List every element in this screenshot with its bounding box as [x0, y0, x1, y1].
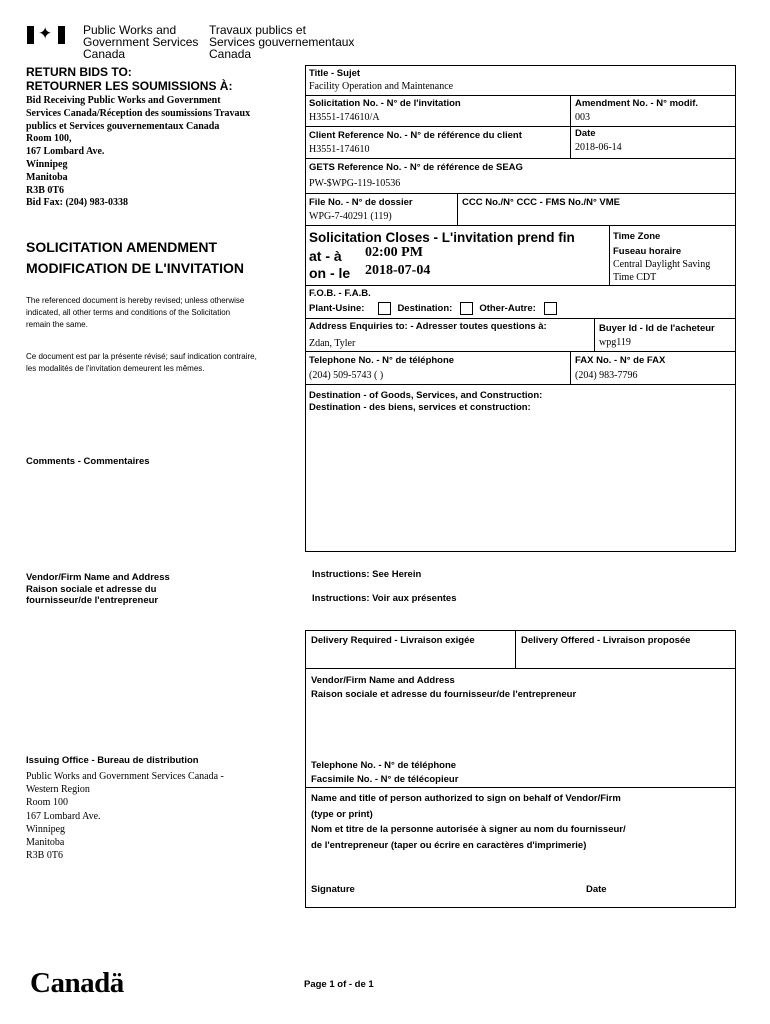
authorized-person-label: Name and title of person authorized to sign on behalf of Vendor/Firm (type or print) Nom et titre de la personne autorisée à signer au nom du fournisseur/ de l'entrepreneur (taper ou écrire en caractères d'imprimerie): [311, 793, 626, 851]
plant-checkbox[interactable]: [378, 302, 391, 315]
divider: [594, 318, 595, 351]
title-label: Title - Sujet: [309, 68, 361, 79]
comments-label: Comments - Commentaires: [26, 456, 150, 467]
divider: [305, 95, 736, 96]
closing-date-value: 2018-07-04: [365, 263, 431, 278]
divider: [570, 95, 571, 158]
delivery-required-label: Delivery Required - Livraison exigée: [311, 635, 475, 646]
divider: [305, 384, 736, 385]
vendor-contact-label: Telephone No. - N° de téléphone Facsimile No. - N° de télécopieur: [311, 760, 459, 785]
issuing-office-label: Issuing Office - Bureau de distribution: [26, 755, 199, 766]
destination-label: Destination:: [397, 303, 453, 315]
divider: [305, 126, 736, 127]
solicitation-number-value: H3551-174610/A: [309, 112, 380, 123]
divider: [305, 351, 736, 352]
signature-date-label: Date: [586, 884, 607, 895]
delivery-offered-label: Delivery Offered - Livraison proposée: [521, 635, 691, 646]
maple-leaf-icon: ✦: [38, 24, 53, 43]
time-zone-label: Time Zone Fuseau horaire: [613, 231, 682, 257]
title-value: Facility Operation and Maintenance: [309, 81, 454, 92]
divider: [305, 787, 736, 788]
divider: [305, 668, 736, 669]
closing-time-value: 02:00 PM: [365, 245, 423, 260]
divider: [305, 318, 736, 319]
address-enquiries-value: Zdan, Tyler: [309, 338, 356, 349]
solicitation-closes-title: Solicitation Closes - L'invitation prend fin: [309, 230, 575, 245]
buyer-id-label: Buyer Id - Id de l'acheteur: [599, 323, 715, 334]
destination-goods-label: Destination - of Goods, Services, and Construction: Destination - des biens, services et construction:: [309, 390, 543, 413]
government-flag-symbol: [27, 26, 65, 44]
divider: [305, 193, 736, 194]
department-name-en: Public Works and Government Services Canada: [83, 23, 199, 61]
file-number-label: File No. - N° de dossier: [309, 197, 413, 208]
fax-label: FAX No. - N° de FAX: [575, 355, 666, 366]
telephone-label: Telephone No. - N° de téléphone: [309, 355, 455, 366]
client-reference-value: H3551-174610: [309, 144, 370, 155]
issuing-office-address: Public Works and Government Services Canada - Western Region Room 100 167 Lombard Ave. Winnipeg Manitoba R3B 0T6: [26, 771, 224, 862]
destination-checkbox[interactable]: [460, 302, 473, 315]
gets-reference-label: GETS Reference No. - N° de référence de SEAG: [309, 162, 523, 173]
department-name-fr: Travaux publics et Services gouvernementaux Canada: [209, 23, 355, 61]
signature-label: Signature: [311, 884, 355, 895]
amendment-title: SOLICITATION AMENDMENT MODIFICATION DE L'INVITATION: [26, 239, 244, 276]
page-number: Page 1 of - de 1: [304, 979, 374, 990]
vendor-firm-label: Vendor/Firm Name and Address Raison sociale et adresse du fournisseur/de l'entrepreneur: [311, 675, 577, 700]
address-enquiries-label: Address Enquiries to: - Adresser toutes questions à:: [309, 321, 547, 332]
canada-wordmark: Canadä: [30, 967, 124, 999]
return-bids-heading: RETURN BIDS TO: RETOURNER LES SOUMISSIONS À:: [26, 65, 233, 93]
solicitation-number-label: Solicitation No. - N° de l'invitation: [309, 98, 461, 109]
plant-label: Plant-Usine:: [309, 303, 365, 315]
other-label: Other-Autre:: [479, 303, 536, 315]
time-zone-value: Central Daylight Saving Time CDT: [613, 259, 711, 283]
amendment-number-label: Amendment No. - N° modif.: [575, 98, 699, 109]
ccc-number-label: CCC No./N° CCC - FMS No./N° VME: [462, 197, 621, 208]
instructions-fr: Instructions: Voir aux présentes: [312, 593, 457, 604]
instructions-en: Instructions: See Herein: [312, 569, 422, 580]
file-number-value: WPG-7-40291 (119): [309, 211, 392, 222]
divider: [515, 630, 516, 668]
divider: [305, 158, 736, 159]
other-checkbox[interactable]: [544, 302, 557, 315]
client-reference-label: Client Reference No. - N° de référence du client: [309, 130, 522, 141]
divider: [305, 225, 736, 226]
closes-at-label: at - à: [309, 248, 342, 264]
amendment-notice-fr: Ce document est par la présente révisé; sauf indication contraire, les modalités de l'invitation demeurent les mêmes.: [26, 352, 257, 373]
divider: [570, 351, 571, 384]
telephone-value: (204) 509-5743 ( ): [309, 370, 384, 381]
return-bids-address: Bid Receiving Public Works and Government Services Canada/Réception des soumissions Travaux publics et Services gouvernementaux Canada Room 100, 167 Lombard Ave. Winnipeg Manitoba R3B 0T6 Bid Fax: (204) 983-0338: [26, 95, 251, 209]
gets-reference-value: PW-$WPG-119-10536: [309, 178, 401, 189]
date-value: 2018-06-14: [575, 142, 622, 153]
closes-on-label: on - le: [309, 265, 351, 281]
fax-value: (204) 983-7796: [575, 370, 638, 381]
fob-options: [309, 302, 563, 315]
divider: [305, 285, 736, 286]
buyer-id-value: wpg119: [599, 337, 631, 348]
date-label: Date: [575, 128, 596, 139]
vendor-name-address-label: Vendor/Firm Name and Address Raison sociale et adresse du fournisseur/de l'entrepreneur: [26, 572, 170, 606]
fob-label: F.O.B. - F.A.B.: [309, 288, 371, 299]
amendment-number-value: 003: [575, 112, 590, 123]
divider: [457, 193, 458, 225]
divider: [609, 225, 610, 285]
amendment-notice-en: The referenced document is hereby revised; unless otherwise indicated, all other terms and conditions of the Solicitation remain the same.: [26, 296, 245, 329]
